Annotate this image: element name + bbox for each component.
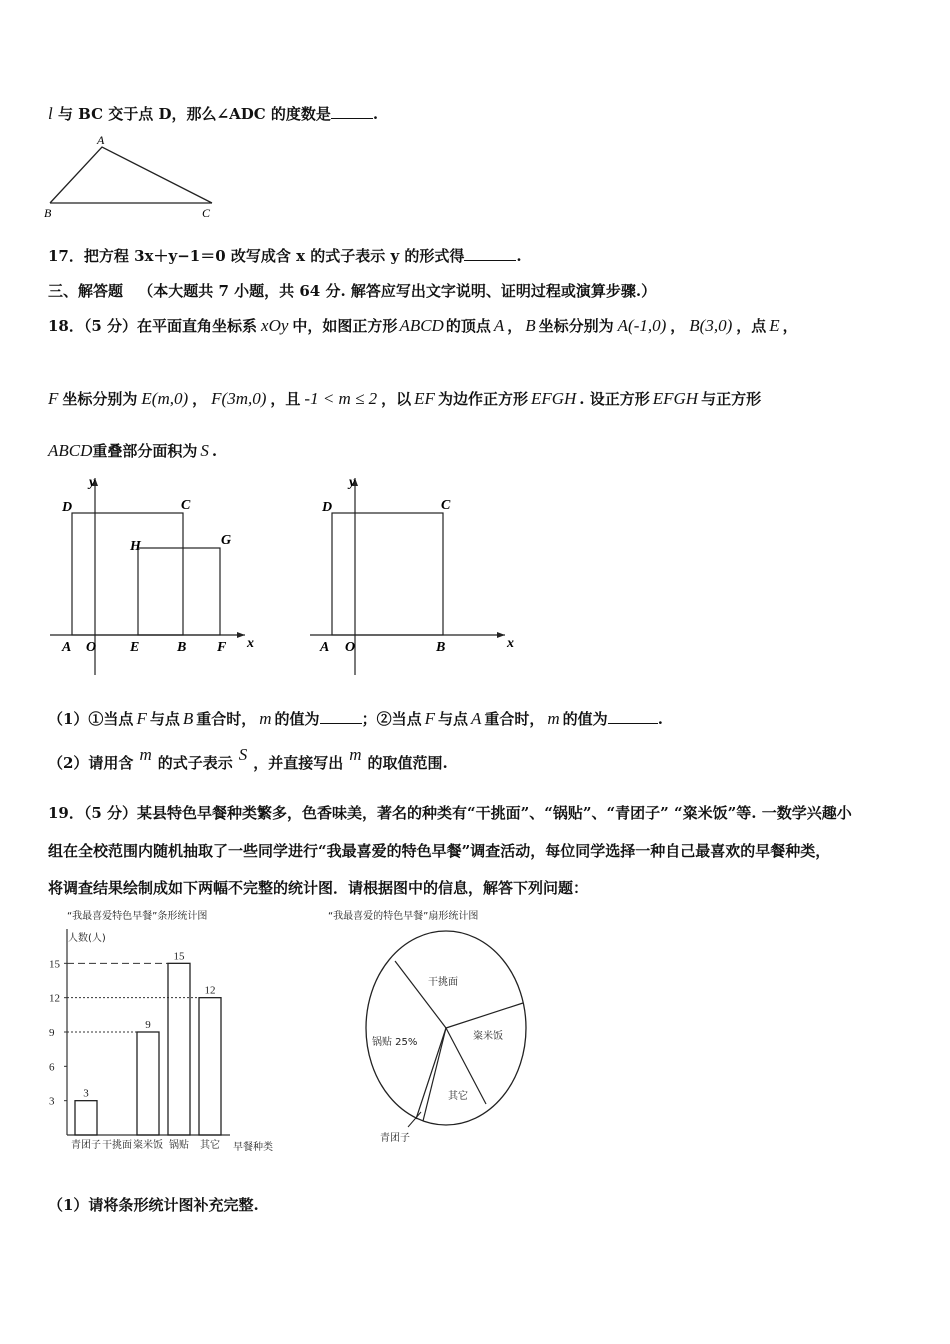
bar-value-label: 12	[204, 984, 216, 997]
bar-value-label: 9	[145, 1019, 151, 1031]
bar-chart	[45, 905, 305, 1160]
bar	[75, 1101, 97, 1135]
svg-text:B: B	[436, 640, 446, 655]
question-17: 17．把方程 3x＋y−1＝0 改写成含 x 的式子表示 y 的形式得 .	[48, 247, 522, 265]
question-19-line3: 将调查结果绘制成如下两幅不完整的统计图．请根据图中的信息，解答下列问题：	[48, 879, 589, 897]
svg-text:A: A	[320, 640, 330, 655]
y-tick-label: 12	[49, 992, 60, 1005]
svg-text:A: A	[62, 640, 72, 655]
svg-text:F: F	[217, 640, 227, 655]
question-19-part1: （1）请将条形统计图补充完整.	[48, 1196, 259, 1214]
category-label: 锅贴	[169, 1140, 189, 1151]
question-18-line1: 18．（5 分）在平面直角坐标系 xOy 中，如图正方形 ABCD 的顶点 A ， B 坐标分别为 A(-1,0) ， B(3,0) ，点 E ，	[48, 316, 798, 335]
axis-label-x: x	[247, 636, 254, 651]
y-tick-label: 9	[49, 1027, 55, 1039]
answer-blank	[320, 722, 362, 724]
question-18-part2: （2）请用含 m 的式子表示 S ，并直接写出 m 的取值范围.	[48, 745, 448, 772]
question-18-line3: ABCD重叠部分面积为 S .	[48, 441, 218, 460]
y-tick-label: 6	[49, 1061, 55, 1074]
question-18-line2: F 坐标分别为 E(m,0) ， F(3m,0) ，且 -1 < m ≤ 2 ，以 EF 为边作正方形 EFGH . 设正方形 EFGH 与正方形	[48, 389, 762, 408]
triangle-figure	[40, 130, 230, 225]
category-label: 干挑面	[102, 1140, 132, 1151]
svg-text:D: D	[322, 500, 333, 515]
svg-text:O: O	[345, 640, 356, 655]
svg-text:D: D	[62, 500, 73, 515]
bar-chart-xlabel: 早餐种类	[233, 1142, 273, 1153]
category-label: 青团子	[71, 1140, 101, 1151]
section-3-header: 三、解答题 （本大题共 7 小题，共 64 分. 解答应写出文字说明、证明过程或演算步骤.）	[48, 282, 657, 300]
svg-text:O: O	[86, 640, 97, 655]
answer-blank	[464, 259, 516, 261]
answer-blank	[608, 722, 658, 724]
svg-text:G: G	[221, 533, 232, 548]
category-label: 其它	[200, 1140, 220, 1151]
question-19-line2: 组在全校范围内随机抽取了一些同学进行“我最喜爱的特色早餐”调查活动，每位同学选择一种自己最喜欢的早餐种类，	[48, 842, 831, 860]
vertex-label-a: A	[97, 133, 105, 147]
pie-label-qita: 其它	[448, 1091, 468, 1102]
answer-blank	[331, 117, 373, 119]
q16-tail: l 与 BC 交于点 D，那么∠ADC 的度数是 .	[48, 104, 379, 123]
axis-label-x: x	[507, 636, 514, 651]
axis-label-y: y	[89, 475, 96, 490]
bar-chart-title: “我最喜爱特色早餐”条形统计图	[67, 911, 208, 922]
bar	[168, 963, 190, 1135]
vertex-label-c: C	[202, 206, 211, 220]
pie-label-zimifan: 粢米饭	[473, 1031, 503, 1042]
pie-label-guotie: 锅贴 25%	[372, 1037, 418, 1048]
q16-var-l: l	[48, 104, 53, 123]
bar-chart-ylabel: 人数(人)	[68, 933, 106, 944]
bar-value-label: 3	[83, 1087, 89, 1100]
vertex-label-b: B	[44, 206, 52, 220]
svg-text:C: C	[441, 498, 451, 513]
bar-value-label: 15	[173, 950, 185, 963]
pie-label-ganti-mian: 干挑面	[428, 977, 458, 988]
axis-label-y: y	[349, 475, 356, 490]
square-figure-1	[45, 470, 275, 680]
pie-chart	[320, 905, 550, 1150]
square-figure-2	[305, 470, 535, 680]
svg-text:H: H	[130, 539, 141, 554]
category-label: 粢米饭	[133, 1140, 163, 1151]
svg-text:C: C	[181, 498, 191, 513]
bar	[137, 1032, 159, 1135]
bar	[199, 998, 221, 1135]
question-18-part1: （1）①当点 F 与点 B 重合时， m 的值为 ；②当点 F 与点 A 重合时， m 的值为 .	[48, 709, 663, 728]
svg-text:B: B	[177, 640, 187, 655]
y-tick-label: 3	[49, 1095, 55, 1108]
pie-chart-title: “我最喜爱的特色早餐”扇形统计图	[328, 911, 479, 922]
question-19-line1: 19．（5 分）某县特色早餐种类繁多，色香味美，著名的种类有“干挑面”、“锅贴”、“青团子” “粢米饭”等. 一数学兴趣小	[48, 804, 852, 822]
y-tick-label: 15	[49, 958, 60, 971]
svg-text:E: E	[130, 640, 140, 655]
pie-label-qingtuanzi: 青团子	[380, 1133, 410, 1144]
